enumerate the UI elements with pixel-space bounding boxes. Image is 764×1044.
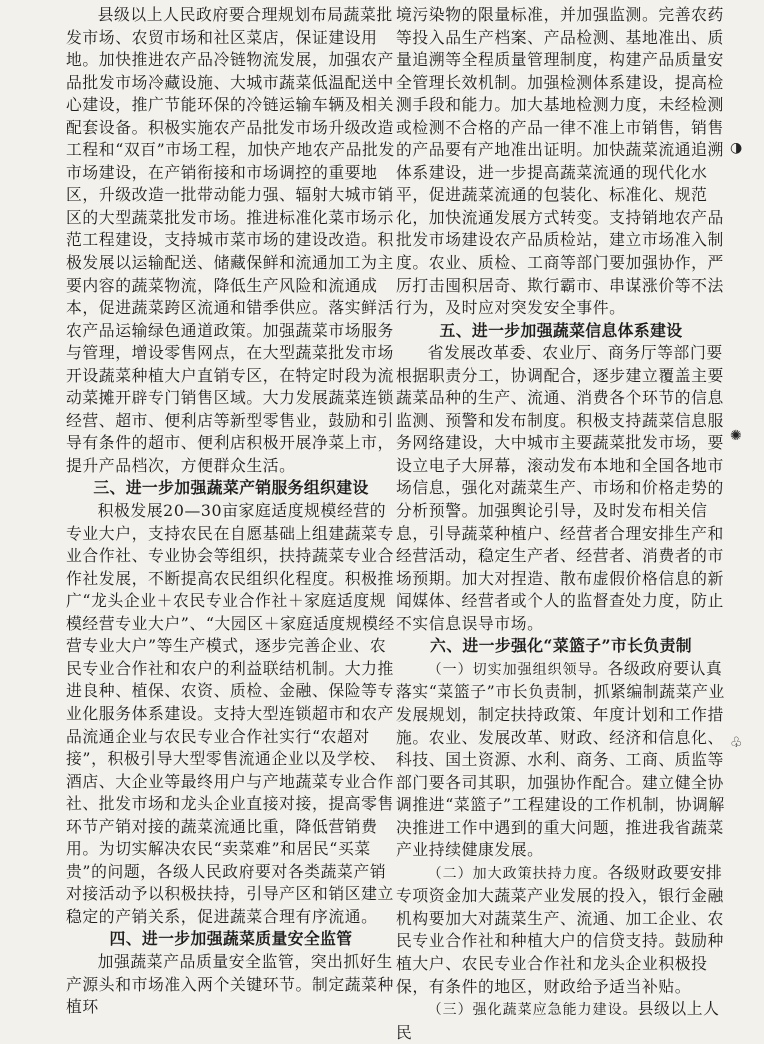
left-column <box>66 4 396 1019</box>
subsection-title: （一）切实加强组织领导。 <box>427 661 608 678</box>
subsection-title: （二）加大政策扶持力度。 <box>427 865 608 882</box>
paragraph <box>396 998 726 1044</box>
paragraph: 加强蔬菜产品质量安全监管，突出抓好生产源头和市场准入两个关键环节。制定蔬菜种植环 <box>66 951 394 1017</box>
subsection-title: （三）强化蔬菜应急能力建设。 <box>427 1002 638 1019</box>
paragraph: 省发展改革委、农业厅、商务厅等部门要根据职责分工，协调配合，逐步建立覆盖主要蔬菜品种的生产、流通、消费各个环节的信息监测、预警和发布制度。积极支持蔬菜信息服务网络建设，大中城市主要蔬菜批发市场，要设立电子大屏幕，滚动发布本地和全国各地市场信息，强化对蔬菜生产、市场和价格走势的分析预警。加强舆论引导，及时发布相关信息，引导蔬菜种植户、经营者合理安排生产和经营活动，稳定生产者、经营者、消费者的市场预期。加大对捏造、散布虚假价格信息的新闻媒体、经营者或个人的监督查处力度，防止不实信息误导市场。 <box>396 343 724 633</box>
right-column <box>396 4 726 1044</box>
paragraph-text: 各级政府要认真落实“菜篮子”市长负责制，抓紧编制蔬菜产业发展规划，制定扶持政策、年度计划和工作措施。农业、发展改革、财政、经济和信息化、科技、国土资源、水利、商务、工商、质监等部门要各司其职，加强协作配合。建立健全协调推进“菜篮子”工程建设的工作机制，协调解决推进工作中遇到的重大问题，推进我省蔬菜产业持续健康发展。 <box>396 658 725 860</box>
paragraph: 县级以上人民政府要合理规划布局蔬菜批发市场、农贸市场和社区菜店，保证建设用地。加快推进农产品冷链物流发展，加强农产品批发市场冷藏设施、大城市蔬菜低温配送中心建设，推广节能环保的冷链运输车辆及相关配套设备。积极实施农产品批发市场升级改造工程和“双百”市场工程，加快产地农产品批发市场建设，在产销衔接和市场调控的重要地区，升级改造一批带动能力强、辐射大城市销区的大型蔬菜批发市场。推进标准化菜市场示范工程建设，支持城市菜市场的建设改造。积极发展以运输配送、储藏保鲜和流通加工为主要内容的蔬菜物流，降低生产风险和流通成本，促进蔬菜跨区流通和错季供应。落实鲜活农产品运输绿色通道政策。加强蔬菜市场服务与管理，增设零售网点，在大型蔬菜批发市场开设蔬菜种植大户直销专区，在特定时段为流动菜摊开辟专门销售区域。大力发展蔬菜连锁经营、超市、便利店等新型零售业，鼓励和引导有条件的超市、便利店积极开展净菜上市，提升产品档次，方便群众生活。 <box>66 5 395 475</box>
paragraph-text: 各级财政要安排专项资金加大蔬菜产业发展的投入，银行金融机构要加大对蔬菜生产、流通、加工企业、农民专业合作社和种植大户的信贷支持。鼓励种植大户、农民专业合作社和龙头企业积极投保，有条件的地区，财政给予适当补贴。 <box>396 862 724 996</box>
paragraph <box>396 862 726 998</box>
paragraph <box>396 658 726 862</box>
margin-mark: ✺ <box>730 428 742 444</box>
section-heading: 五、进一步加强蔬菜信息体系建设 <box>439 320 683 340</box>
margin-mark: ◑ <box>730 140 743 156</box>
paragraph: 积极发展20—30亩家庭适度规模经营的专业大户，支持农民在自愿基础上组建蔬菜专业合作社、专业协会等组织，扶持蔬菜专业合作社发展，不断提高农民组织化程度。积极推广“龙头企业＋农民专业合作社＋家庭适度规模经营专业大户”、“大园区＋家庭适度规模经营专业大户”等生产模式，逐步完善企业、农民专业合作社和农户的利益联结机制。大力推进良种、植保、农资、质检、金融、保险等专业化服务体系建设。支持大型连锁超市和农产品流通企业与农民专业合作社实行“农超对接”，积极引导大型零售流通企业以及学校、酒店、大企业等最终用户与产地蔬菜专业合作社、批发市场和龙头企业直接对接，提高零售环节产销对接的蔬菜流通比重，降低营销费用。为切实解决农民“卖菜难”和居民“买菜贵”的问题，各级人民政府要对各类蔬菜产销对接活动予以积极扶持，引导产区和销区建立稳定的产销关系，促进蔬菜合理有序流通。 <box>66 501 395 926</box>
section-heading: 六、进一步强化“菜篮子”市长负责制 <box>430 636 692 656</box>
margin-mark: ♧ <box>730 735 743 751</box>
section-heading: 三、进一步加强蔬菜产销服务组织建设 <box>93 478 369 498</box>
section-heading: 四、进一步加强蔬菜质量安全监管 <box>109 929 353 949</box>
paragraph-text: 县级以上人民 <box>396 999 720 1042</box>
paragraph: 境污染物的限量标准，并加强监测。完善农药等投入品生产档案、产品检测、基地准出、质量追溯等全程质量管理制度，构建产品质量安全管理长效机制。加强检测体系建设，提高检测手段和能力。加大基地检测力度，未经检测或检测不合格的产品一律不准上市销售，销售的产品要有产地准出证明。加快蔬菜流通追溯体系建设，进一步提高蔬菜流通的现代化水平，促进蔬菜流通的包装化、标准化、规范化，加快流通发展方式转变。支持销地农产品批发市场建设农产品质检站，建立市场准入制度。农业、质检、工商等部门要加强协作，严厉打击囤积居奇、欺行霸市、串谋涨价等不法行为，及时应对突发安全事件。 <box>396 5 724 318</box>
